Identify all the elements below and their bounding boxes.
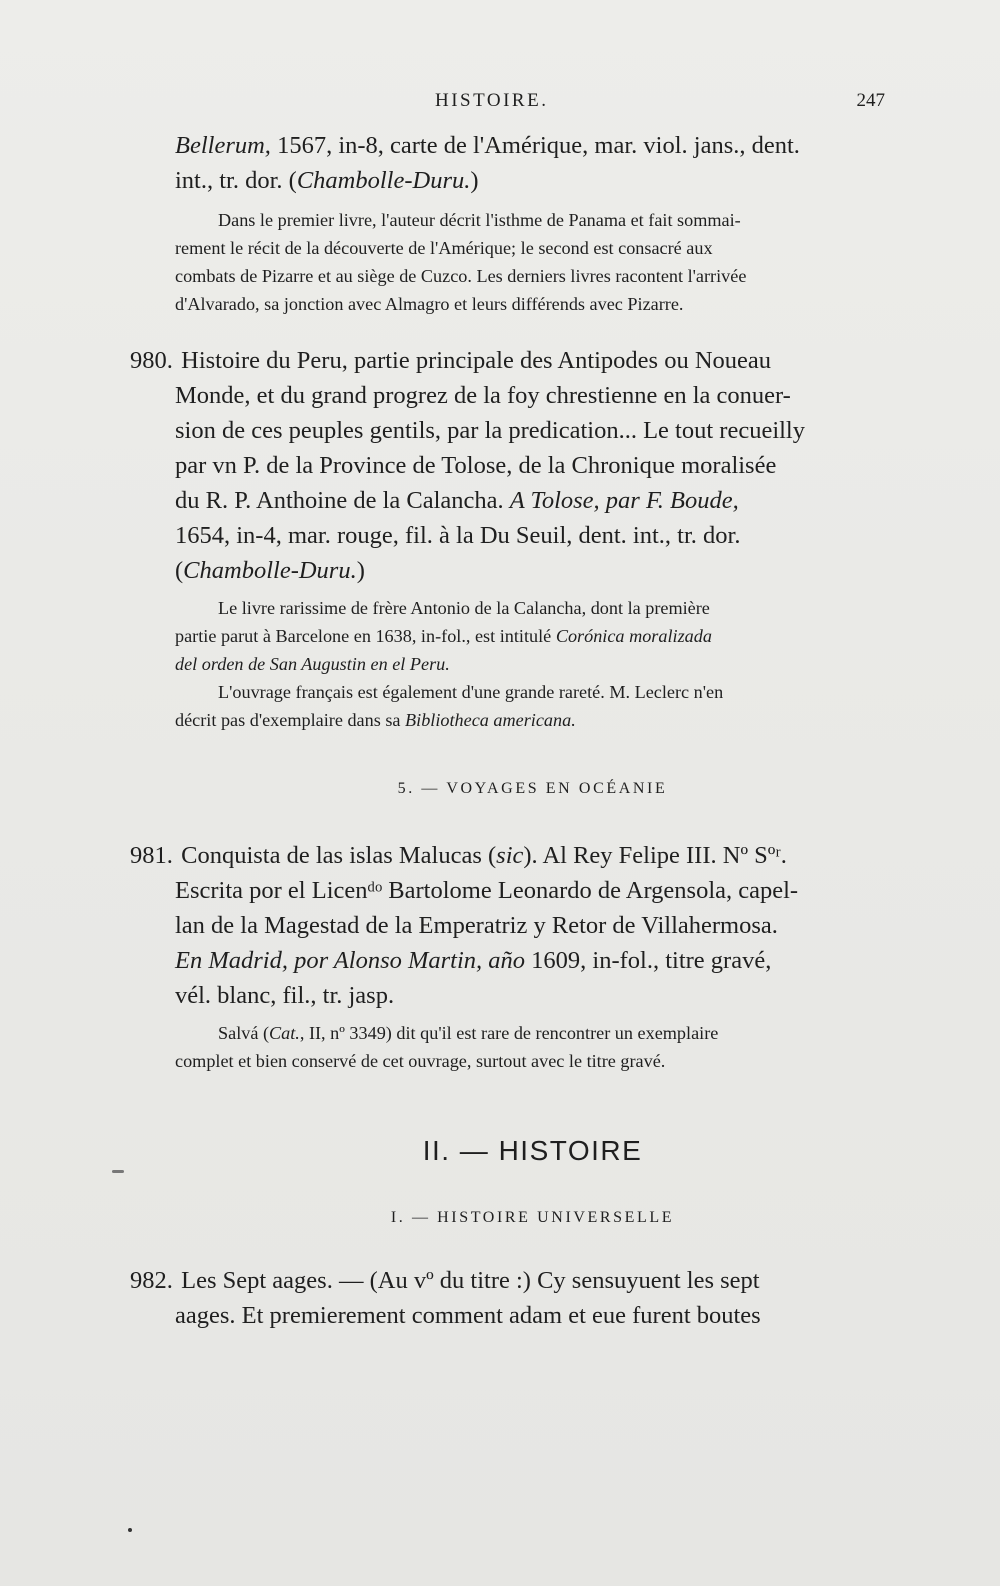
- section-heading-oceanie: 5. — VOYAGES EN OCÉANIE: [397, 780, 668, 797]
- entry-line: En Madrid, por Alonso Martin, año 1609, in-fol., titre gravé,: [175, 947, 772, 974]
- page-content: [130, 128, 890, 1333]
- note-line: d'Alvarado, sa jonction avec Almagro et leurs différends avec Pizarre.: [175, 294, 684, 314]
- entry-982: [130, 1263, 890, 1333]
- entry-line: aages. Et premierement comment adam et eue furent boutes: [175, 1302, 761, 1329]
- page-number: 247: [856, 90, 885, 111]
- paper-speck: [112, 1170, 124, 1173]
- note-line: del orden de San Augustin en el Peru.: [175, 654, 450, 674]
- entry-980: [130, 343, 890, 734]
- entry-line: Bellerum, 1567, in-8, carte de l'Amérique, mar. viol. jans., dent.: [175, 132, 800, 159]
- entry-number: 981.: [130, 842, 173, 869]
- entry-line: int., tr. dor. (Chambolle-Duru.): [175, 167, 479, 194]
- note-line: combats de Pizarre et au siège de Cuzco. Les derniers livres racontent l'arrivée: [175, 266, 747, 286]
- entry-line: Monde, et du grand progrez de la foy chrestienne en la conuer-: [175, 382, 791, 409]
- note-line: partie parut à Barcelone en 1638, in-fol., est intitulé Corónica moralizada: [175, 626, 712, 646]
- entry-line: Escrita por el Licenᵈᵒ Bartolome Leonardo de Argensola, capel-: [175, 877, 799, 904]
- entry-continuation: [130, 128, 890, 318]
- entry-line: 981. Conquista de las islas Malucas (sic). Al Rey Felipe III. Nº Sºʳ.: [130, 838, 890, 873]
- entry-number: 982.: [130, 1267, 173, 1294]
- entry-line: lan de la Magestad de la Emperatriz y Retor de Villahermosa.: [175, 912, 778, 939]
- entry-line: 1654, in-4, mar. rouge, fil. à la Du Seuil, dent. int., tr. dor.: [175, 522, 741, 549]
- entry-line: sion de ces peuples gentils, par la predication... Le tout recueilly: [175, 417, 805, 444]
- paper-speck: [128, 1528, 132, 1532]
- entry-line: 980. Histoire du Peru, partie principale des Antipodes ou Noueau: [130, 343, 890, 378]
- entry-line: 982. Les Sept aages. — (Au vº du titre :) Cy sensuyuent les sept: [130, 1263, 890, 1298]
- note-line: complet et bien conservé de cet ouvrage, surtout avec le titre gravé.: [175, 1051, 666, 1071]
- entry-line: vél. blanc, fil., tr. jasp.: [175, 982, 395, 1009]
- entry-981: [130, 838, 890, 1075]
- note-line: rement le récit de la découverte de l'Amérique; le second est consacré aux: [175, 238, 713, 258]
- entry-line: du R. P. Anthoine de la Calancha. A Tolose, par F. Boude,: [175, 487, 739, 514]
- note-line: Dans le premier livre, l'auteur décrit l'isthme de Panama et fait sommai-: [218, 210, 741, 230]
- running-title: HISTOIRE.: [435, 90, 549, 111]
- note-line: décrit pas d'exemplaire dans sa Bibliotheca americana.: [175, 710, 576, 730]
- major-heading-histoire: II. — HISTOIRE: [422, 1135, 643, 1166]
- note-line: Salvá (Cat., II, nº 3349) dit qu'il est rare de rencontrer un exemplaire: [218, 1023, 719, 1043]
- section-heading-universelle: I. — HISTOIRE UNIVERSELLE: [390, 1209, 675, 1226]
- note-line: L'ouvrage français est également d'une grande rareté. M. Leclerc n'en: [218, 682, 724, 702]
- entry-line: par vn P. de la Province de Tolose, de la Chronique moralisée: [175, 452, 777, 479]
- note-line: Le livre rarissime de frère Antonio de la Calancha, dont la première: [218, 598, 710, 618]
- running-header: [175, 86, 887, 116]
- entry-number: 980.: [130, 347, 173, 374]
- entry-line: (Chambolle-Duru.): [175, 557, 365, 584]
